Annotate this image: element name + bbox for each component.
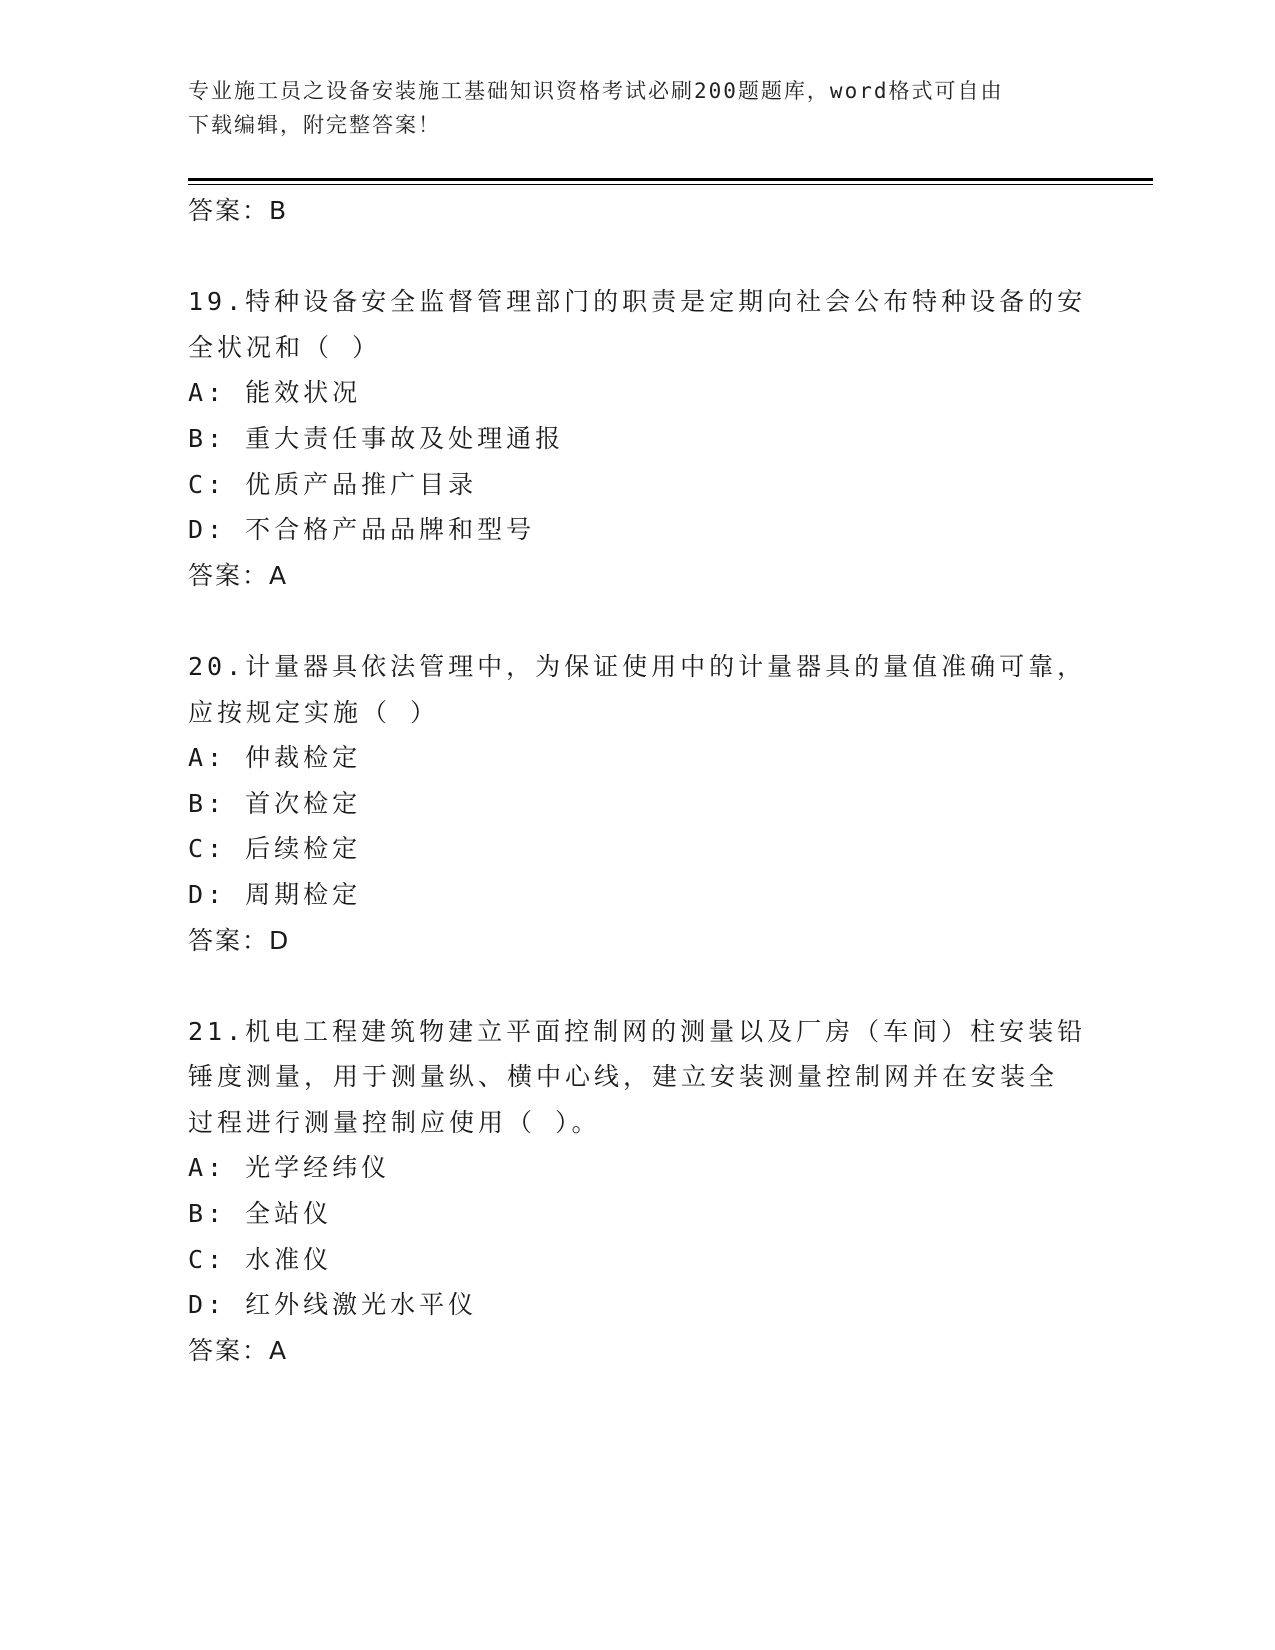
answer-value: A <box>269 560 289 590</box>
spacer <box>188 963 1088 1009</box>
question-stem: 21.机电工程建筑物建立平面控制网的测量以及厂房（车间）柱安装铅 <box>188 1016 1087 1046</box>
option-c: C: 水准仪 <box>188 1244 333 1274</box>
question-19 <box>188 279 1088 598</box>
question-stem: 过程进行测量控制应使用（ ）。 <box>188 1107 601 1137</box>
option-b: B: 首次检定 <box>188 788 362 818</box>
option-b: B: 重大责任事故及处理通报 <box>188 423 565 453</box>
option-a: A: 能效状况 <box>188 378 362 408</box>
answer-label: 答案： <box>188 560 270 590</box>
option-a: A: 光学经纬仪 <box>188 1153 391 1183</box>
header-line-2: 下载编辑，附完整答案！ <box>188 113 441 137</box>
spacer <box>188 598 1088 644</box>
answer-label: 答案： <box>188 1335 270 1365</box>
answer <box>188 1328 1088 1374</box>
question-stem: 19.特种设备安全监督管理部门的职责是定期向社会公布特种设备的安 <box>188 287 1087 317</box>
answer-value: A <box>269 1335 289 1365</box>
question-21 <box>188 1009 1088 1374</box>
question-20 <box>188 644 1088 963</box>
question-stem: 应按规定实施（ ） <box>188 697 440 727</box>
option-a: A: 仲裁检定 <box>188 743 362 773</box>
header-line-1: 专业施工员之设备安装施工基础知识资格考试必刷200题题库，word格式可自由 <box>188 79 1004 103</box>
option-c: C: 后续检定 <box>188 834 362 864</box>
header-rule-thin <box>188 184 1153 185</box>
answer-label: 答案： <box>188 925 270 955</box>
header-rule-thick <box>188 178 1153 181</box>
document-header <box>188 74 1078 142</box>
question-stem: 全状况和（ ） <box>188 332 382 362</box>
answer-value: B <box>269 196 289 225</box>
answer <box>188 918 1088 964</box>
option-d: D: 不合格产品品牌和型号 <box>188 515 536 545</box>
option-b: B: 全站仪 <box>188 1199 333 1229</box>
question-stem: 锤度测量，用于测量纵、横中心线，建立安装测量控制网并在安装全 <box>188 1062 1059 1092</box>
option-d: D: 周期检定 <box>188 879 362 909</box>
answer-value: D <box>269 925 291 955</box>
option-c: C: 优质产品推广目录 <box>188 469 478 499</box>
option-d: D: 红外线激光水平仪 <box>188 1290 478 1320</box>
question-list <box>188 188 1088 1373</box>
previous-answer <box>188 188 1088 234</box>
spacer <box>188 234 1088 280</box>
answer-label: 答案： <box>188 196 270 225</box>
answer <box>188 553 1088 599</box>
question-stem: 20.计量器具依法管理中，为保证使用中的计量器具的量值准确可靠， <box>188 651 1087 681</box>
